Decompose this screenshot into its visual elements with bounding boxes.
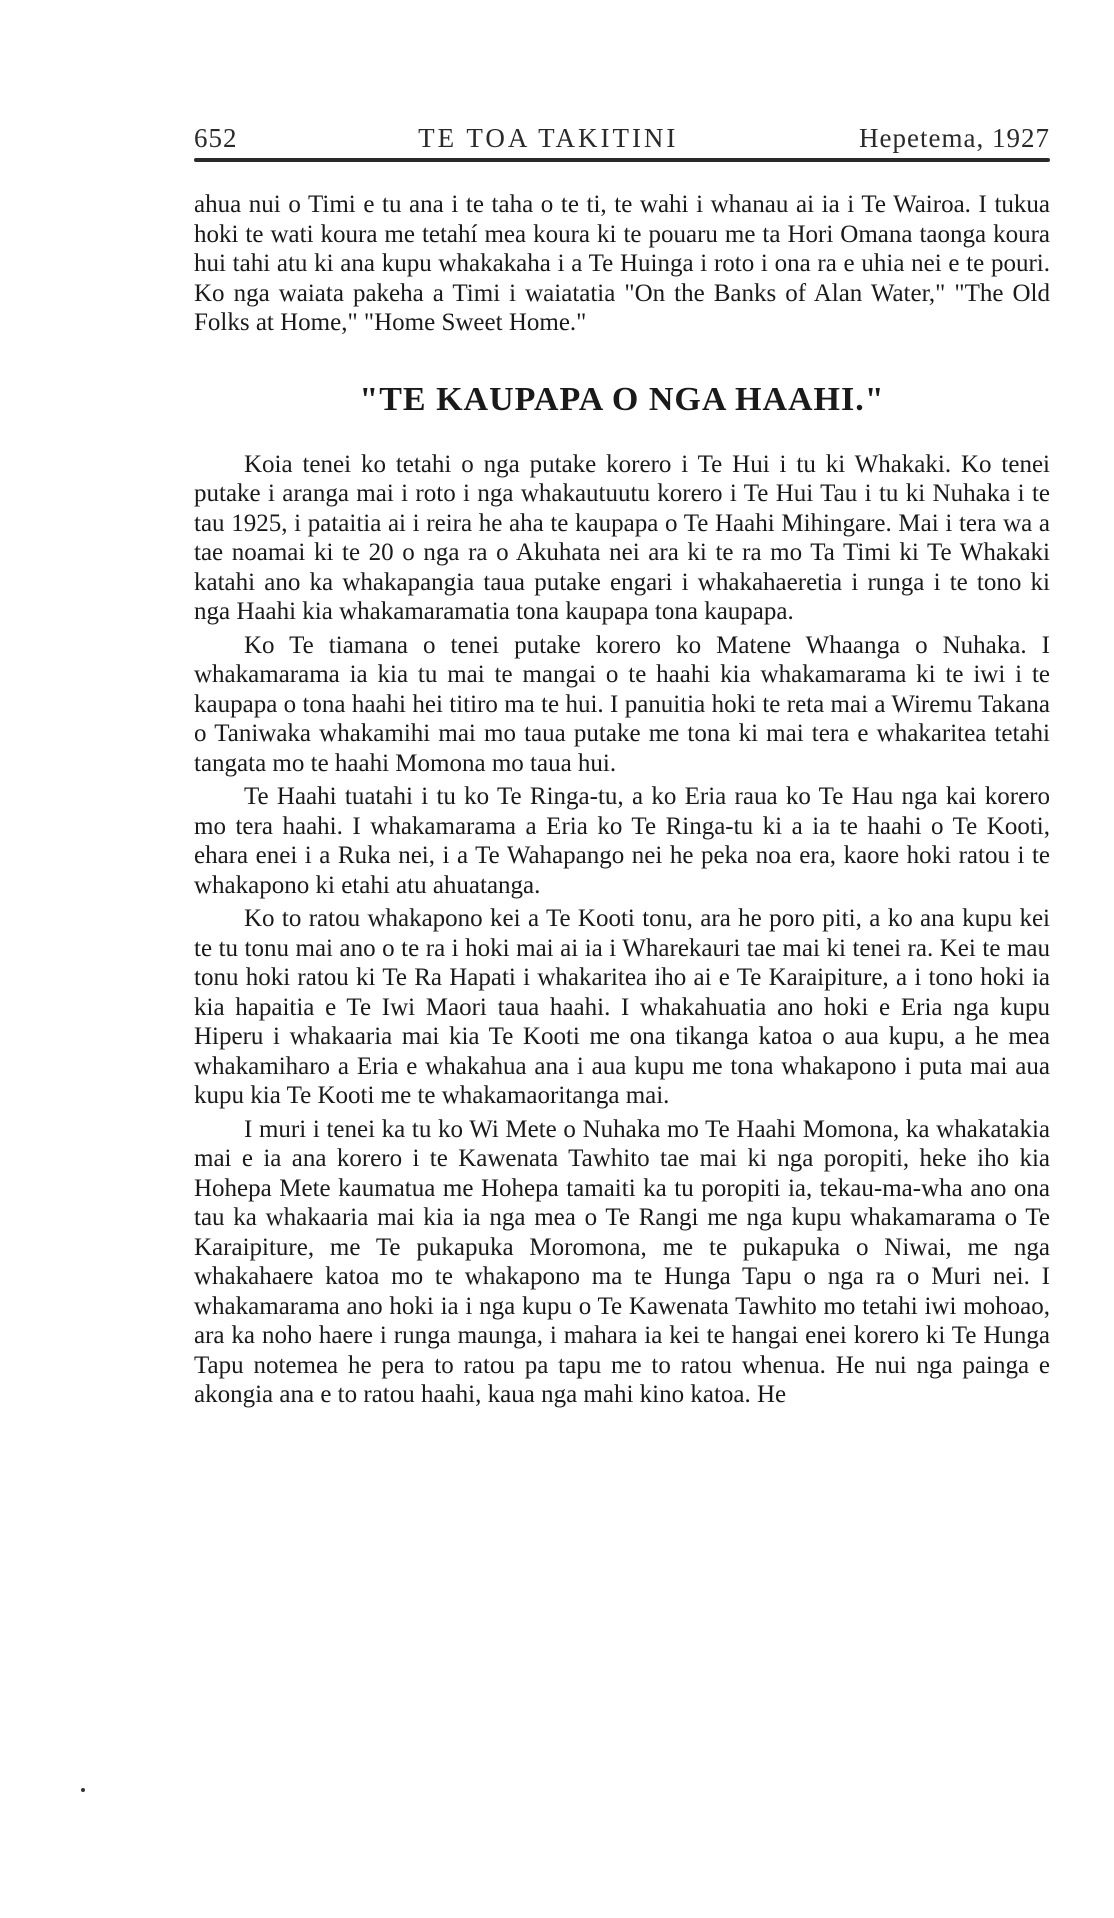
header-rule [194, 158, 1050, 162]
publication-title: TE TOA TAKITINI [418, 123, 679, 153]
paragraph-2: Ko Te tiamana o tenei putake korero ko Matene Whaanga o Nuhaka. I whakamarama ia kia tu mai te mangai o te haahi kia whakamarama ki te iwi i te kaupapa o tona haahi hei titiro ma te hui. I panuitia hoki te reta mai a Wiremu Takana o Taniwaka whakamihi mai mo taua putake me tona ki mai tera e whakaritea tetahi tangata mo te haahi Momona mo taua hui. [194, 631, 1050, 777]
paragraph-5: I muri i tenei ka tu ko Wi Mete o Nuhaka mo Te Haahi Momona, ka whakatakia mai e ia ana korero i te Kawenata Tawhito tae mai ki nga poropiti, heke iho kia Hohepa Mete kaumatua me Hohepa tamaiti ka tu poropiti ia, tekau-ma-wha ano ona tau ka whakaaria mai kia ia nga mea o Te Rangi me nga kupu whakamarama o Te Karaipiture, me Te pukapuka Moromona, me te pukapuka o Niwai, me nga whakahaere katoa mo te whakapono ma te Hunga Tapu o nga ra o Muri nei. I whakamarama ano hoki ia i nga kupu o Te Kawenata Tawhito mo tetahi iwi mohoao, ara ka noho haere i runga maunga, i mahara ia kei te hangai enei korero ki Te Hunga Tapu notemea he pera to ratou pa tapu me to ratou whenua. He nui nga painga e akongia ana e to ratou haahi, kaua nga mahi kino katoa. He [194, 1115, 1050, 1408]
page-number: 652 [194, 123, 238, 153]
running-header [194, 120, 1050, 154]
issue-date: Hepetema, 1927 [859, 123, 1050, 153]
article-body [194, 190, 1050, 1410]
paragraph-3: Te Haahi tuatahi i tu ko Te Ringa-tu, a ko Eria raua ko Te Hau nga kai korero mo tera haahi. I whakamarama a Eria ko Te Ringa-tu ki a ia te haahi o Te Kooti, ehara enei i a Ruka nei, i a Te Wahapango nei he peka noa era, kaore hoki ratou i te whakapono ki etahi atu ahuatanga. [194, 783, 1050, 899]
print-speck [81, 1788, 85, 1792]
section-heading: "TE KAUPAPA O NGA HAAHI." [359, 380, 885, 418]
paragraph-4: Ko to ratou whakapono kei a Te Kooti tonu, ara he poro piti, a ko ana kupu kei te tu tonu mai ano o te ra i hoki mai ai ia i Wharekauri tae mai ki tenei ra. Kei te mau tonu hoki ratou ki Te Ra Hapati i whakaritea iho ai e Te Karaipiture, a i tono hoki ia kia hapaitia e Te Iwi Maori taua haahi. I whakahuatia ano hoki e Eria nga kupu Hiperu i whakaaria mai kia Te Kooti me ona tikanga katoa o aua kupu, a he mea whakamiharo a Eria e whakahua ana i aua kupu me tona whakapono i puta mai aua kupu kia Te Kooti me te whakamaoritanga mai. [194, 905, 1050, 1109]
paragraph-1: Koia tenei ko tetahi o nga putake korero i Te Hui i tu ki Whakaki. Ko tenei putake i aranga mai i roto i nga whakautuutu korero i Te Hui Tau i tu ki Nuhaka i te tau 1925, i pataitia ai i reira he aha te kaupapa o Te Haahi Mihingare. Mai i tera wa a tae noamai ki te 20 o nga ra o Akuhata nei ara ki te ra mo Ta Timi ki Te Whakaki katahi ano ka whakapangia taua putake engari i whakahaeretia i runga i te tono ki nga Haahi kia whakamaramatia tona kaupapa tona kaupapa. [194, 450, 1050, 625]
intro-paragraph: ahua nui o Timi e tu ana i te taha o te ti, te wahi i whanau ai ia i Te Wairoa. I tukua hoki te wati koura me tetahí mea koura ki te pouaru me ta Hori Omana taonga koura hui tahi atu ki ana kupu whakakaha i a Te Huinga i roto i ona ra e uhia nei e te pouri. Ko nga waiata pakeha a Timi i waiatatia "On the Banks of Alan Water," "The Old Folks at Home," "Home Sweet Home." [194, 191, 1050, 336]
